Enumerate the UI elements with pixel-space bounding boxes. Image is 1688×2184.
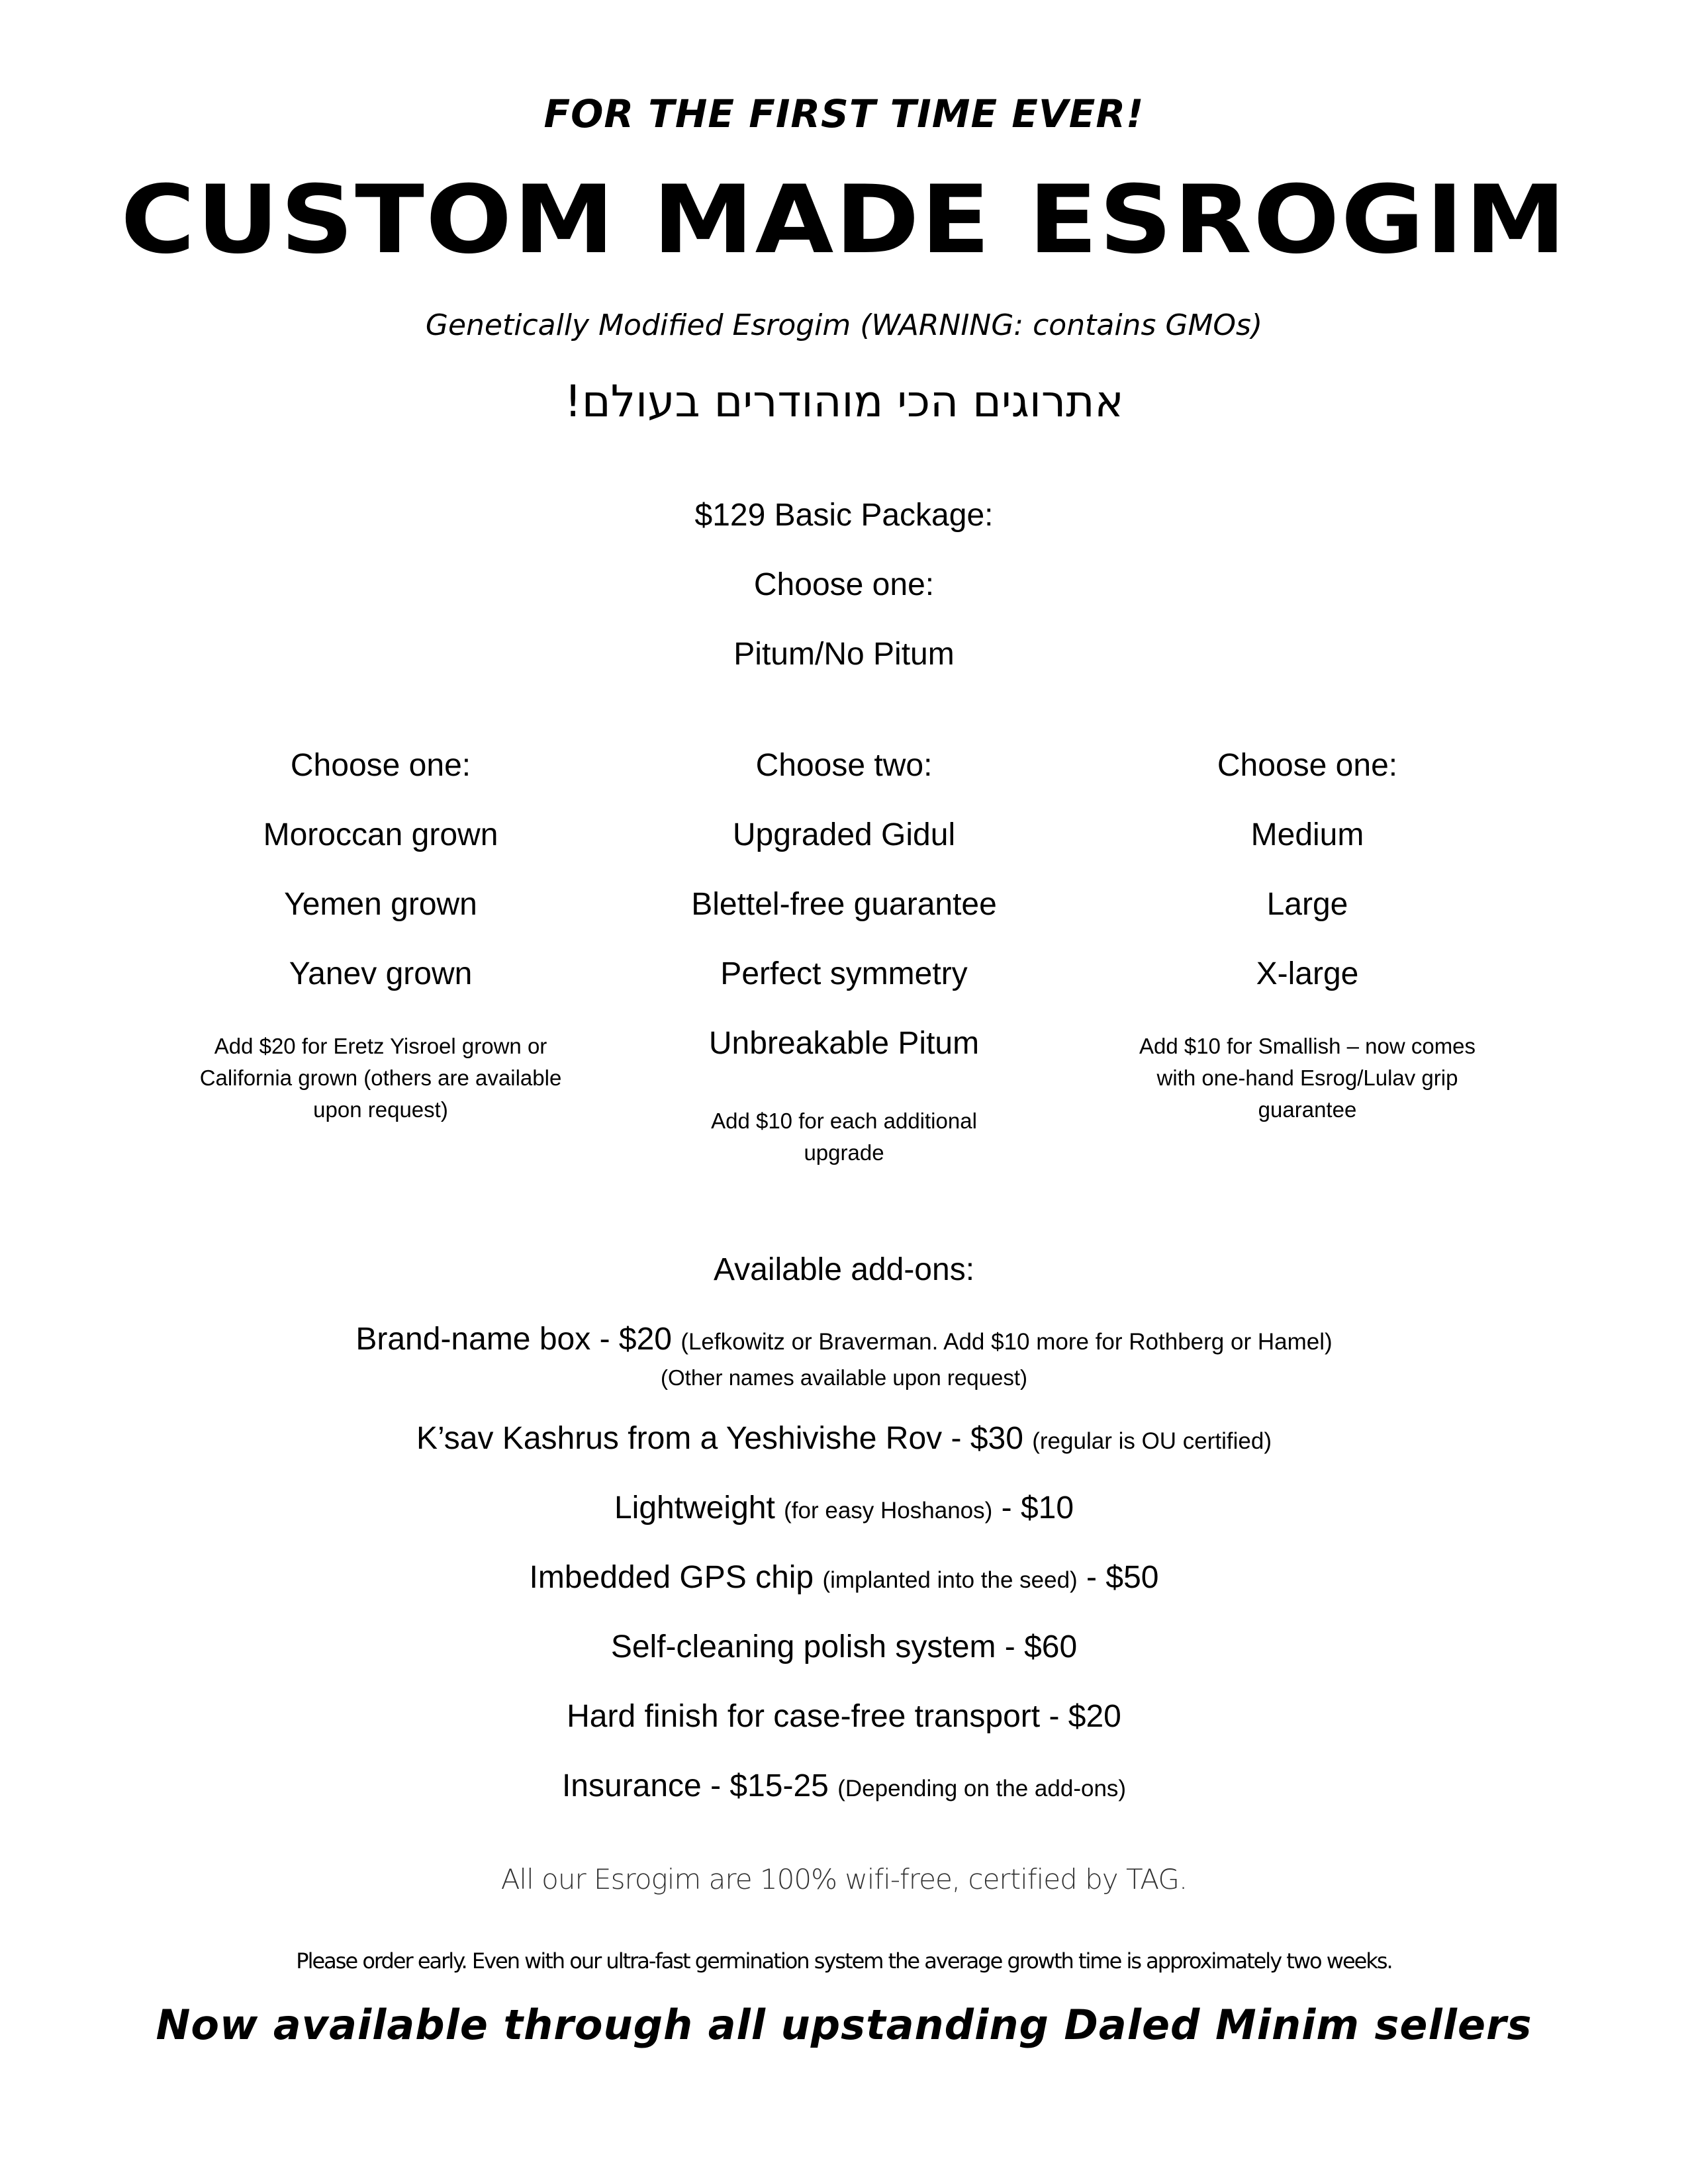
addon-brand-detail: (Lefkowitz or Braverman. Add $10 more for Rothberg or Hamel) bbox=[680, 1329, 1333, 1355]
addon-light-price: - $10 bbox=[1001, 1490, 1074, 1525]
addon-brand-main: Brand-name box - $20 bbox=[355, 1322, 672, 1357]
kicker-headline: FOR THE FIRST TIME EVER! bbox=[543, 91, 1145, 136]
addon-gps-detail: (implanted into the seed) bbox=[822, 1567, 1078, 1593]
addon-gps-chip bbox=[0, 1562, 1688, 1594]
option-item: Medium bbox=[1250, 817, 1364, 852]
basic-package-title: $129 Basic Package: bbox=[694, 498, 994, 533]
origin-column bbox=[122, 750, 639, 1126]
basic-package-choose: Choose one: bbox=[753, 567, 935, 602]
addon-gps-price: - $50 bbox=[1086, 1560, 1159, 1595]
option-item: X-large bbox=[1256, 956, 1359, 991]
addon-light-main: Lightweight bbox=[614, 1490, 775, 1525]
addon-insurance-detail: (Depending on the add-ons) bbox=[837, 1776, 1127, 1801]
addon-brand-subnote: (Other names available upon request) bbox=[661, 1365, 1027, 1390]
option-item: Perfect symmetry bbox=[720, 956, 968, 991]
addon-ksav-kashrus bbox=[0, 1423, 1688, 1455]
option-item: Blettel-free guarantee bbox=[691, 887, 997, 922]
subtitle: Genetically Modified Esrogim (WARNING: contains GMOs) bbox=[425, 308, 1263, 342]
addon-polish: Self-cleaning polish system - $60 bbox=[610, 1629, 1078, 1664]
addon-hard-finish: Hard finish for case-free transport - $20 bbox=[567, 1699, 1121, 1734]
addon-insurance-main: Insurance - $15-25 bbox=[561, 1768, 829, 1803]
wifi-free-note: All our Esrogim are 100% wifi-free, certified by TAG. bbox=[500, 1863, 1188, 1895]
basic-package-pitum: Pitum/No Pitum bbox=[733, 637, 955, 672]
option-item: Yanev grown bbox=[289, 956, 473, 991]
option-item: Unbreakable Pitum bbox=[708, 1026, 980, 1061]
column-heading: Choose two: bbox=[755, 748, 933, 783]
order-early-note: Please order early. Even with our ultra-fast germination system the average growth time is approximately two weeks. bbox=[296, 1948, 1392, 1974]
addon-insurance bbox=[0, 1770, 1688, 1802]
main-title: CUSTOM MADE ESROGIM bbox=[120, 165, 1568, 275]
option-item: Upgraded Gidul bbox=[732, 817, 956, 852]
column-note: Add $10 for each additional upgrade bbox=[711, 1109, 977, 1165]
addon-lightweight bbox=[0, 1492, 1688, 1524]
column-note: Add $20 for Eretz Yisroel grown or California grown (others are available upon request) bbox=[199, 1034, 562, 1122]
option-item: Large bbox=[1266, 887, 1348, 922]
addon-brand-box bbox=[0, 1324, 1688, 1355]
addons-title: Available add-ons: bbox=[713, 1252, 975, 1287]
addon-ksav-detail: (regular is OU certified) bbox=[1032, 1428, 1272, 1454]
size-column bbox=[1049, 750, 1566, 1126]
footer-tagline: Now available through all upstanding Daled Minim sellers bbox=[156, 2001, 1532, 2049]
addon-light-detail: (for easy Hoshanos) bbox=[784, 1498, 993, 1524]
upgrades-column bbox=[586, 750, 1102, 1169]
option-item: Yemen grown bbox=[284, 887, 477, 922]
column-note: Add $10 for Smallish – now comes with one-hand Esrog/Lulav grip guarantee bbox=[1139, 1034, 1476, 1122]
addon-gps-main: Imbedded GPS chip bbox=[529, 1560, 814, 1595]
hebrew-tagline: אתרוגים הכי מוהודרים בעולם! bbox=[564, 376, 1124, 427]
column-heading: Choose one: bbox=[1217, 748, 1398, 783]
addon-ksav-main: K’sav Kashrus from a Yeshivishe Rov - $30 bbox=[416, 1421, 1023, 1456]
column-heading: Choose one: bbox=[290, 748, 471, 783]
option-item: Moroccan grown bbox=[263, 817, 498, 852]
